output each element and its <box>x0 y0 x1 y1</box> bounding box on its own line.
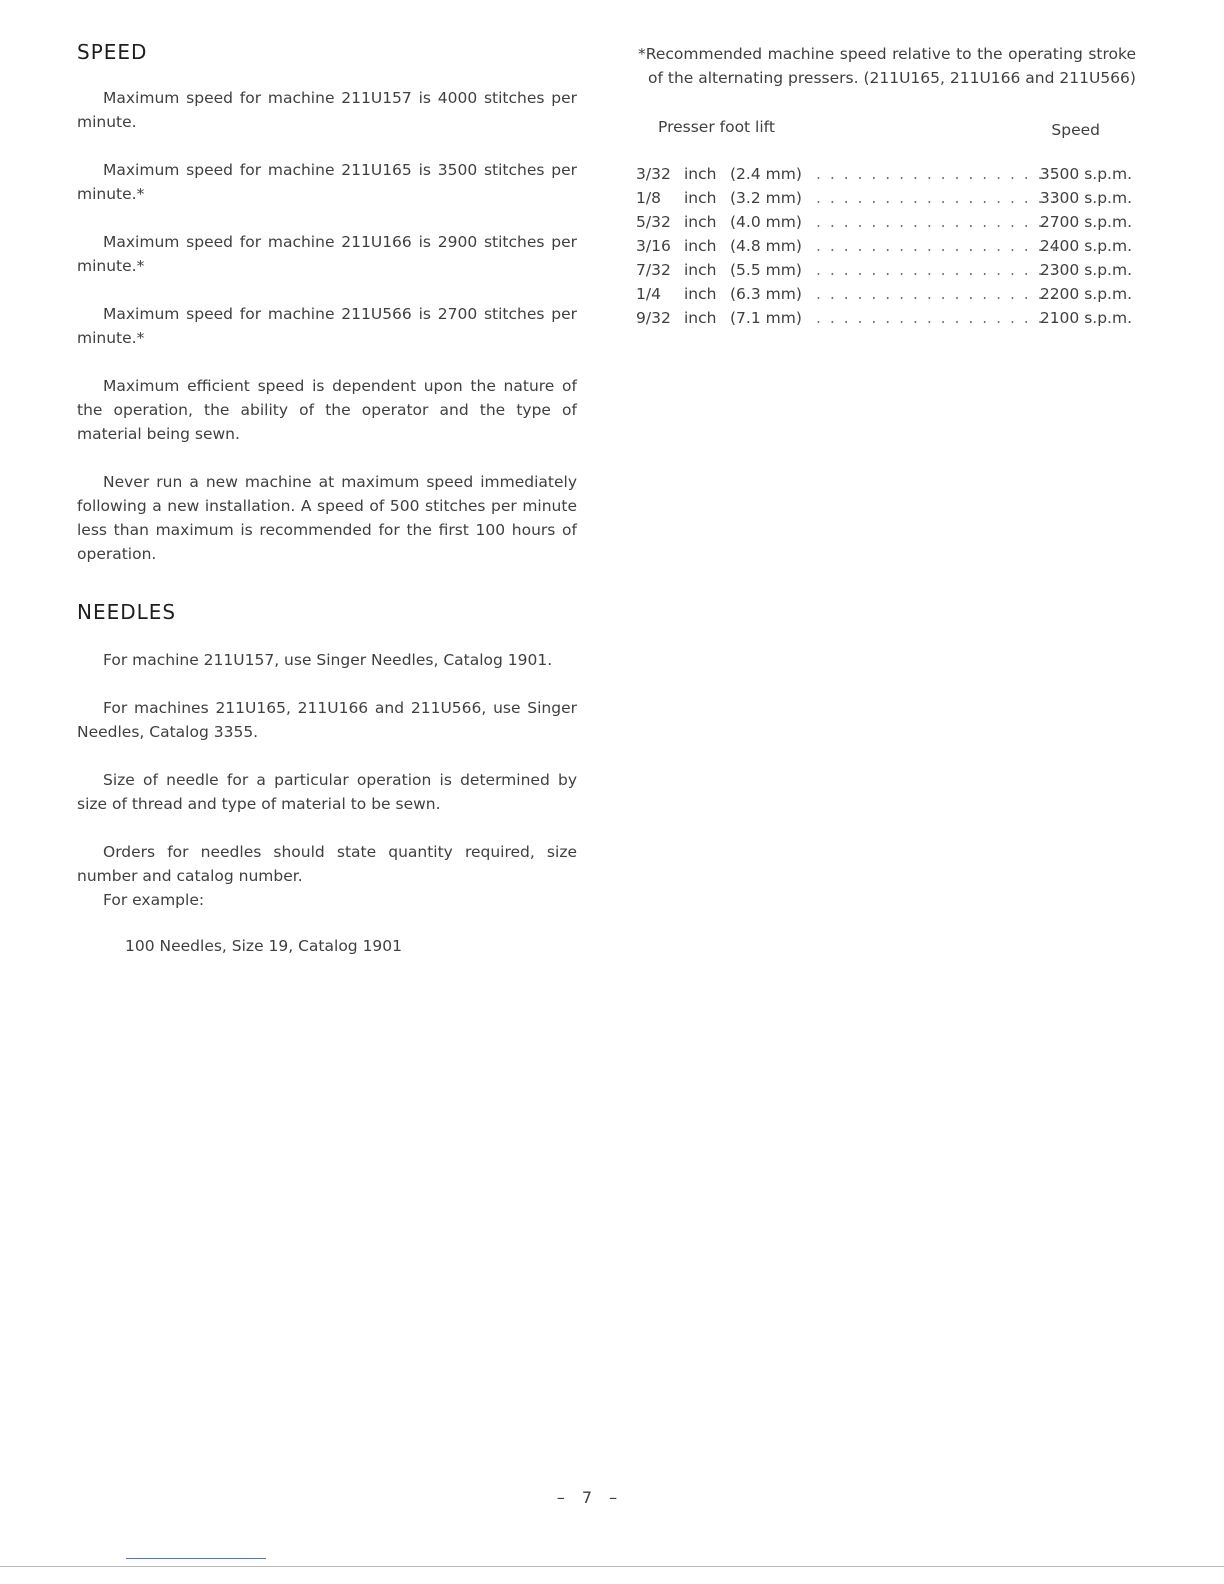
speed-value: 3300 s.p.m. <box>1039 189 1132 207</box>
speed-paragraph: Never run a new machine at maximum speed immediately following a new installation. A speed of 500 stitches per minute less than maximum is recommended for the first 100 hours of operation. <box>77 473 577 563</box>
right-column <box>636 42 1136 330</box>
speed-paragraph: Maximum efficient speed is dependent upon the nature of the operation, the ability of the operator and the type of material being sewn. <box>77 377 577 443</box>
recommended-speed-note: *Recommended machine speed relative to the operating stroke of the alternating pressers. (211U165, 211U166 and 211U566) <box>638 45 1136 87</box>
needles-paragraph: Size of needle for a particular operation is determined by size of thread and type of material to be sewn. <box>77 771 577 813</box>
lift-millimeters: (4.8 mm) <box>730 237 802 255</box>
dot-leader: . . . . . . . . . . . . . . . . . . <box>816 189 1059 207</box>
lift-millimeters: (5.5 mm) <box>730 261 802 279</box>
needles-heading: NEEDLES <box>77 600 177 624</box>
speed-value: 2100 s.p.m. <box>1039 309 1132 327</box>
example-label: For example: <box>103 891 205 909</box>
lift-millimeters: (2.4 mm) <box>730 165 802 183</box>
speed-heading: SPEED <box>77 40 148 64</box>
lift-inch-fraction: 1/8 <box>636 189 661 207</box>
lift-inch-unit: inch <box>684 285 717 303</box>
needle-order-example: 100 Needles, Size 19, Catalog 1901 <box>125 937 403 955</box>
header-presser-foot-lift: Presser foot lift <box>658 118 775 136</box>
speed-value: 2300 s.p.m. <box>1039 261 1132 279</box>
speed-value: 2400 s.p.m. <box>1039 237 1132 255</box>
table-row <box>636 186 1132 210</box>
dot-leader: . . . . . . . . . . . . . . . . . . <box>816 237 1059 255</box>
lift-inch-fraction: 9/32 <box>636 309 671 327</box>
needles-paragraph: For machine 211U157, use Singer Needles, Catalog 1901. <box>103 651 553 669</box>
needles-paragraph: For machines 211U165, 211U166 and 211U566, use Singer Needles, Catalog 3355. <box>77 699 577 741</box>
speed-value: 3500 s.p.m. <box>1039 165 1132 183</box>
lift-millimeters: (4.0 mm) <box>730 213 802 231</box>
lift-millimeters: (7.1 mm) <box>730 309 802 327</box>
page-number: – 7 – <box>556 1488 624 1507</box>
table-row <box>636 258 1132 282</box>
table-row <box>636 234 1132 258</box>
table-row <box>636 306 1132 330</box>
lift-millimeters: (3.2 mm) <box>730 189 802 207</box>
table-row <box>636 282 1132 306</box>
dot-leader: . . . . . . . . . . . . . . . . . . <box>816 165 1059 183</box>
lift-inch-fraction: 7/32 <box>636 261 671 279</box>
blue-rule <box>126 1558 266 1559</box>
speed-value: 2700 s.p.m. <box>1039 213 1132 231</box>
lift-inch-fraction: 3/32 <box>636 165 671 183</box>
lift-inch-unit: inch <box>684 189 717 207</box>
table-row <box>636 210 1132 234</box>
speed-paragraph: Maximum speed for machine 211U165 is 3500 stitches per minute.* <box>77 161 577 203</box>
dot-leader: . . . . . . . . . . . . . . . . . . <box>816 213 1059 231</box>
left-column <box>77 40 577 958</box>
dot-leader: . . . . . . . . . . . . . . . . . . <box>816 261 1059 279</box>
table-header <box>636 118 1136 148</box>
dot-leader: . . . . . . . . . . . . . . . . . . <box>816 285 1059 303</box>
lift-inch-fraction: 1/4 <box>636 285 661 303</box>
page-edge-rule <box>0 1566 1224 1567</box>
speed-value: 2200 s.p.m. <box>1039 285 1132 303</box>
dot-leader: . . . . . . . . . . . . . . . . . . <box>816 309 1059 327</box>
lift-inch-unit: inch <box>684 237 717 255</box>
speed-paragraph: Maximum speed for machine 211U166 is 2900 stitches per minute.* <box>77 233 577 275</box>
lift-millimeters: (6.3 mm) <box>730 285 802 303</box>
lift-inch-unit: inch <box>684 165 717 183</box>
speed-paragraph: Maximum speed for machine 211U566 is 2700 stitches per minute.* <box>77 305 577 347</box>
lift-inch-unit: inch <box>684 309 717 327</box>
speed-table <box>636 162 1132 330</box>
lift-inch-unit: inch <box>684 261 717 279</box>
lift-inch-unit: inch <box>684 213 717 231</box>
table-row <box>636 162 1132 186</box>
lift-inch-fraction: 5/32 <box>636 213 671 231</box>
lift-inch-fraction: 3/16 <box>636 237 671 255</box>
needles-paragraph: Orders for needles should state quantity required, size number and catalog number. <box>77 843 577 885</box>
header-speed: Speed <box>1051 121 1100 139</box>
speed-paragraph: Maximum speed for machine 211U157 is 4000 stitches per minute. <box>77 89 577 131</box>
